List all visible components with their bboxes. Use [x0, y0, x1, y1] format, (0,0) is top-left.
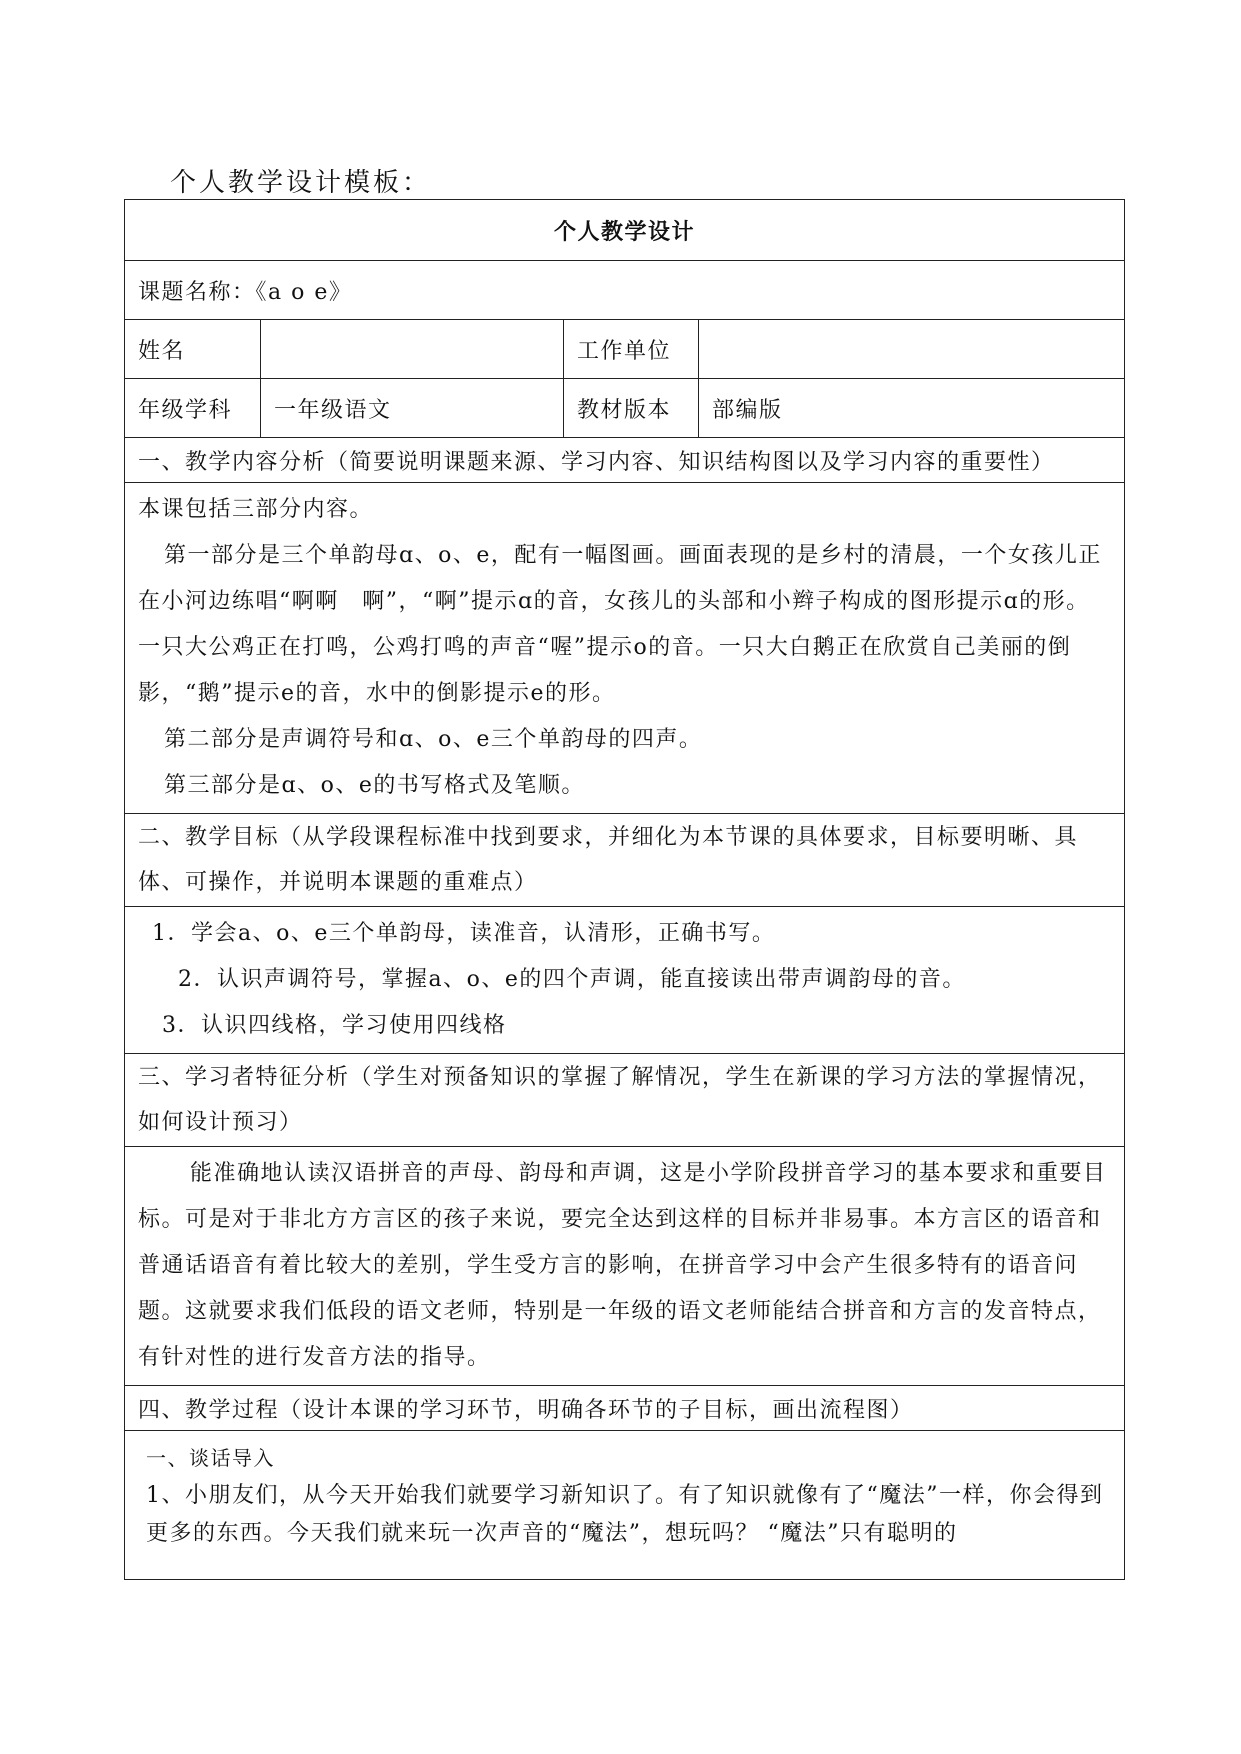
table-title-row: [125, 200, 1125, 261]
grade-label: 年级学科: [125, 379, 261, 438]
section3-heading-row: [125, 1054, 1125, 1147]
section3-body: [125, 1147, 1125, 1386]
section4-heading-row: [125, 1386, 1125, 1431]
unit-label: 工作单位: [564, 320, 699, 379]
info-row-grade: [125, 379, 1125, 438]
goal-item: 1．学会a、o、e三个单韵母，读准音，认清形，正确书写。: [152, 921, 776, 946]
course-title: 课题名称：《a o e》: [125, 261, 1125, 320]
section1-paragraph: 第一部分是三个单韵母ɑ、o、e，配有一幅图画。画面表现的是乡村的清晨，一个女孩儿正在小河边练唱“啊啊 啊”，“啊”提示ɑ的音，女孩儿的头部和小辫子构成的图形提示ɑ的形。一只大公鸡正在打鸣，公鸡打鸣的声音“喔”提示o的音。一只大白鹅正在欣赏自己美丽的倒影，“鹅”提示e的音，水中的倒影提示e的形。: [138, 543, 1102, 706]
table-title: 个人教学设计: [125, 200, 1125, 261]
name-label: 姓名: [125, 320, 261, 379]
section2-body: [125, 907, 1125, 1054]
section1-body: [125, 483, 1125, 814]
section2-body-row: [125, 907, 1125, 1054]
name-value: [261, 320, 564, 379]
section1-paragraph: 本课包括三部分内容。: [138, 497, 374, 522]
section1-paragraph: 第三部分是ɑ、o、e的书写格式及笔顺。: [164, 773, 585, 798]
section1-heading: 一、教学内容分析（简要说明课题来源、学习内容、知识结构图以及学习内容的重要性）: [125, 438, 1125, 483]
goal-item: 2．认识声调符号，掌握a、o、e的四个声调，能直接读出带声调韵母的音。: [178, 967, 966, 992]
section3-body-row: [125, 1147, 1125, 1386]
section3-paragraph: 能准确地认读汉语拼音的声母、韵母和声调，这是小学阶段拼音学习的基本要求和重要目标。可是对于非北方方言区的孩子来说，要完全达到这样的目标并非易事。本方言区的语音和普通话语音有着比较大的差别，学生受方言的影响，在拼音学习中会产生很多特有的语音问题。这就要求我们低段的语文老师，特别是一年级的语文老师能结合拼音和方言的发音特点，有针对性的进行发音方法的指导。: [138, 1161, 1107, 1370]
section4-body-row: [125, 1431, 1125, 1580]
section4-subheading: 一、谈话导入: [146, 1446, 275, 1470]
edition-value: 部编版: [699, 379, 1125, 438]
info-row-name: [125, 320, 1125, 379]
grade-value: 一年级语文: [261, 379, 564, 438]
lesson-plan-table: [124, 199, 1125, 1580]
section2-heading: 二、教学目标（从学段课程标准中找到要求，并细化为本节课的具体要求，目标要明晰、具体、可操作，并说明本课题的重难点）: [125, 814, 1125, 907]
page-heading: 个人教学设计模板：: [170, 168, 432, 198]
section4-paragraph: 1、小朋友们，从今天开始我们就要学习新知识了。有了知识就像有了“魔法”一样，你会得到更多的东西。今天我们就来玩一次声音的“魔法”，想玩吗？ “魔法”只有聪明的: [146, 1483, 1104, 1546]
section1-heading-row: [125, 438, 1125, 483]
section4-body: [125, 1431, 1125, 1580]
unit-value: [699, 320, 1125, 379]
goal-item: 3．认识四线格，学习使用四线格: [162, 1013, 507, 1038]
section1-body-row: [125, 483, 1125, 814]
edition-label: 教材版本: [564, 379, 699, 438]
section1-paragraph: 第二部分是声调符号和ɑ、o、e三个单韵母的四声。: [164, 727, 703, 752]
section4-heading: 四、教学过程（设计本课的学习环节，明确各环节的子目标，画出流程图）: [125, 1386, 1125, 1431]
course-title-row: [125, 261, 1125, 320]
section3-heading: 三、学习者特征分析（学生对预备知识的掌握了解情况，学生在新课的学习方法的掌握情况，如何设计预习）: [125, 1054, 1125, 1147]
section2-heading-row: [125, 814, 1125, 907]
